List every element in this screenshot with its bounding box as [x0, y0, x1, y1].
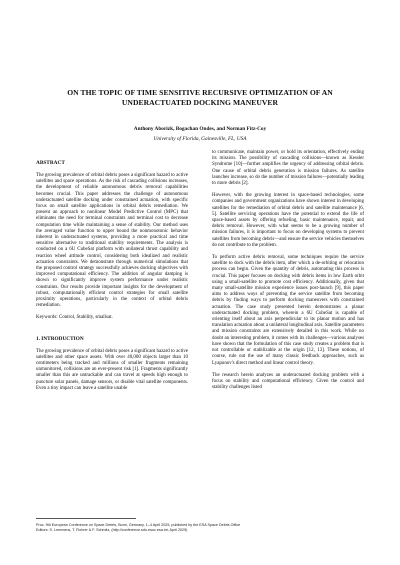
- introduction-text: The growing prevalence of orbital debris poses a significant hazard to active satellites and other space assets. With over 40,000 objects larger than 10 centimeters being tracked and millions of smaller fragments remaining unmonitored, collisions are an ever-present risk [1]. Fragments significantly smaller than this are untrackable and can travel at speeds high enough to puncture solar panels, damage sensors, or disable vital satellite components. Even a tiny impact can leave a satellite unable: [36, 348, 188, 391]
- footer-line-1: Proc. 9th European Conference on Space Debris, Bonn, Germany, 1–4 April 2025, published by the ESA Space Debris Office: [36, 523, 241, 527]
- footer-rule: [36, 518, 136, 519]
- right-column: [212, 150, 364, 391]
- paper-title: [40, 88, 360, 108]
- right-paragraph-3: To perform active debris removal, some techniques require the service satellite to dock with the debris item, after which a de-orbiting or relocation process can begin. Given the quantity of debris, automating this process is crucial. This paper focuses on docking with debris items in low Earth orbit using a small-satellite to promote cost efficiency. Additionally, given that many small-satellite mission experience issues post-launch [9], this paper aims to address ways of preventing the service satellite from becoming debris by finding ways to perform docking maneuvers with constrained actuation. The case study presented herein demonstrates a planar underactuated docking problem, wherein a 6U CubeSat is capable of orienting itself about an axis perpendicular to its planar motion and has translation actuation about a unilateral longitudinal axis. Satellite parameters and mission constraints are extensively detailed in this work. While no doubt an interesting problem, it comes with its challenges—various analyses have shown that the formulation of this case study creates a problem that is not controllable or stabilizable at the origin [12, 13]. These notions, of course, rule out the use of many classic feedback approaches, such as Lyapunov's direct method and linear control theory.: [212, 255, 364, 366]
- right-paragraph-1: to communicate, maintain power, or hold its orientation, effectively ending its mission. The possibility of cascading collisions—known as Kessler Syndrome [10]—further amplifies the urgency of addressing orbital debris. One cause of orbital debris generation is mission failures. As satellite launches increase, so do the number of mission failures—potentially leading to more debris [2].: [212, 150, 364, 187]
- title-line-2: UNDERACTUATED DOCKING MANEUVER: [121, 98, 279, 107]
- introduction-heading: 1. INTRODUCTION: [36, 335, 84, 342]
- footer: [36, 523, 366, 533]
- right-paragraph-4: The research herein analyzes an underactuated docking problem with a focus on stability and computational efficiency. Given the control and stability challenges listed: [212, 372, 364, 391]
- affiliation: University of Florida, Gainesville, FL, USA: [153, 136, 247, 142]
- footer-line-2: Editors: S. Lemmens, T. Flohrer & F. Schmitz, (http://conference.sdo.esoc.esa.int, April 2025): [36, 528, 188, 532]
- keywords: Keywords: Control, Stability, smallsat.: [36, 315, 113, 321]
- title-line-1: ON THE TOPIC OF TIME SENSITIVE RECURSIVE OPTIMIZATION OF AN: [67, 88, 333, 97]
- right-paragraph-2: However, with the growing interest in space-based technologies, some companies and government organizations have shown interest in developing satellites for the remediation of orbital debris and satellite maintenance [6, 5]. Satellite servicing operations have the potential to extend the life of space-based assets by offering refueling, basic maintenance, repair, and debris removal. However, with what seems to be a growing number of mission failures, it is important to focus on developing systems to prevent satellites from becoming debris—and ensure the service vehicles themselves do not contribute to the problem.: [212, 193, 364, 248]
- abstract-text: The growing prevalence of orbital debris poses a significant hazard to active satellites and space operations. As the risk of cascading collisions increases, the development of reliable autonomous debris removal capabilities becomes crucial. This paper addresses the challenge of autonomous underactuated satellite docking under constrained actuation, with specific focus on small satellite applications in orbital debris remediation. We present an approach to nonlinear Model Predictive Control (MPC) that eliminates the need for terminal constraints and terminal cost to decrease computation time while maintaining a sense of stability. Our method uses the averaged value function to upper bound the nonmonotonic behavior inherent in underactuated systems, providing a more practical and time sensitive alternative to traditional stability requirements. The analysis is conducted on a 6U CubeSat platform with unilateral thrust capability and reaction wheel attitude control, considering both idealized and realistic actuation constraints. We demonstrate through numerical simulations that the proposed control strategy successfully achieves docking objectives with improved computational efficiency. The addition of angular damping is shown to significantly improve system performance under realistic constraints. Our results provide important insights for the development of robust, computationally efficient control strategies for small satellite proximity operations, particularly in the context of orbital debris remediation.: [36, 173, 188, 309]
- authors: Anthony Aborizk, Bogachan Ondes, and Norman Fitz-Coy: [133, 126, 267, 132]
- abstract-heading: ABSTRACT: [36, 160, 65, 166]
- left-column: [36, 150, 188, 392]
